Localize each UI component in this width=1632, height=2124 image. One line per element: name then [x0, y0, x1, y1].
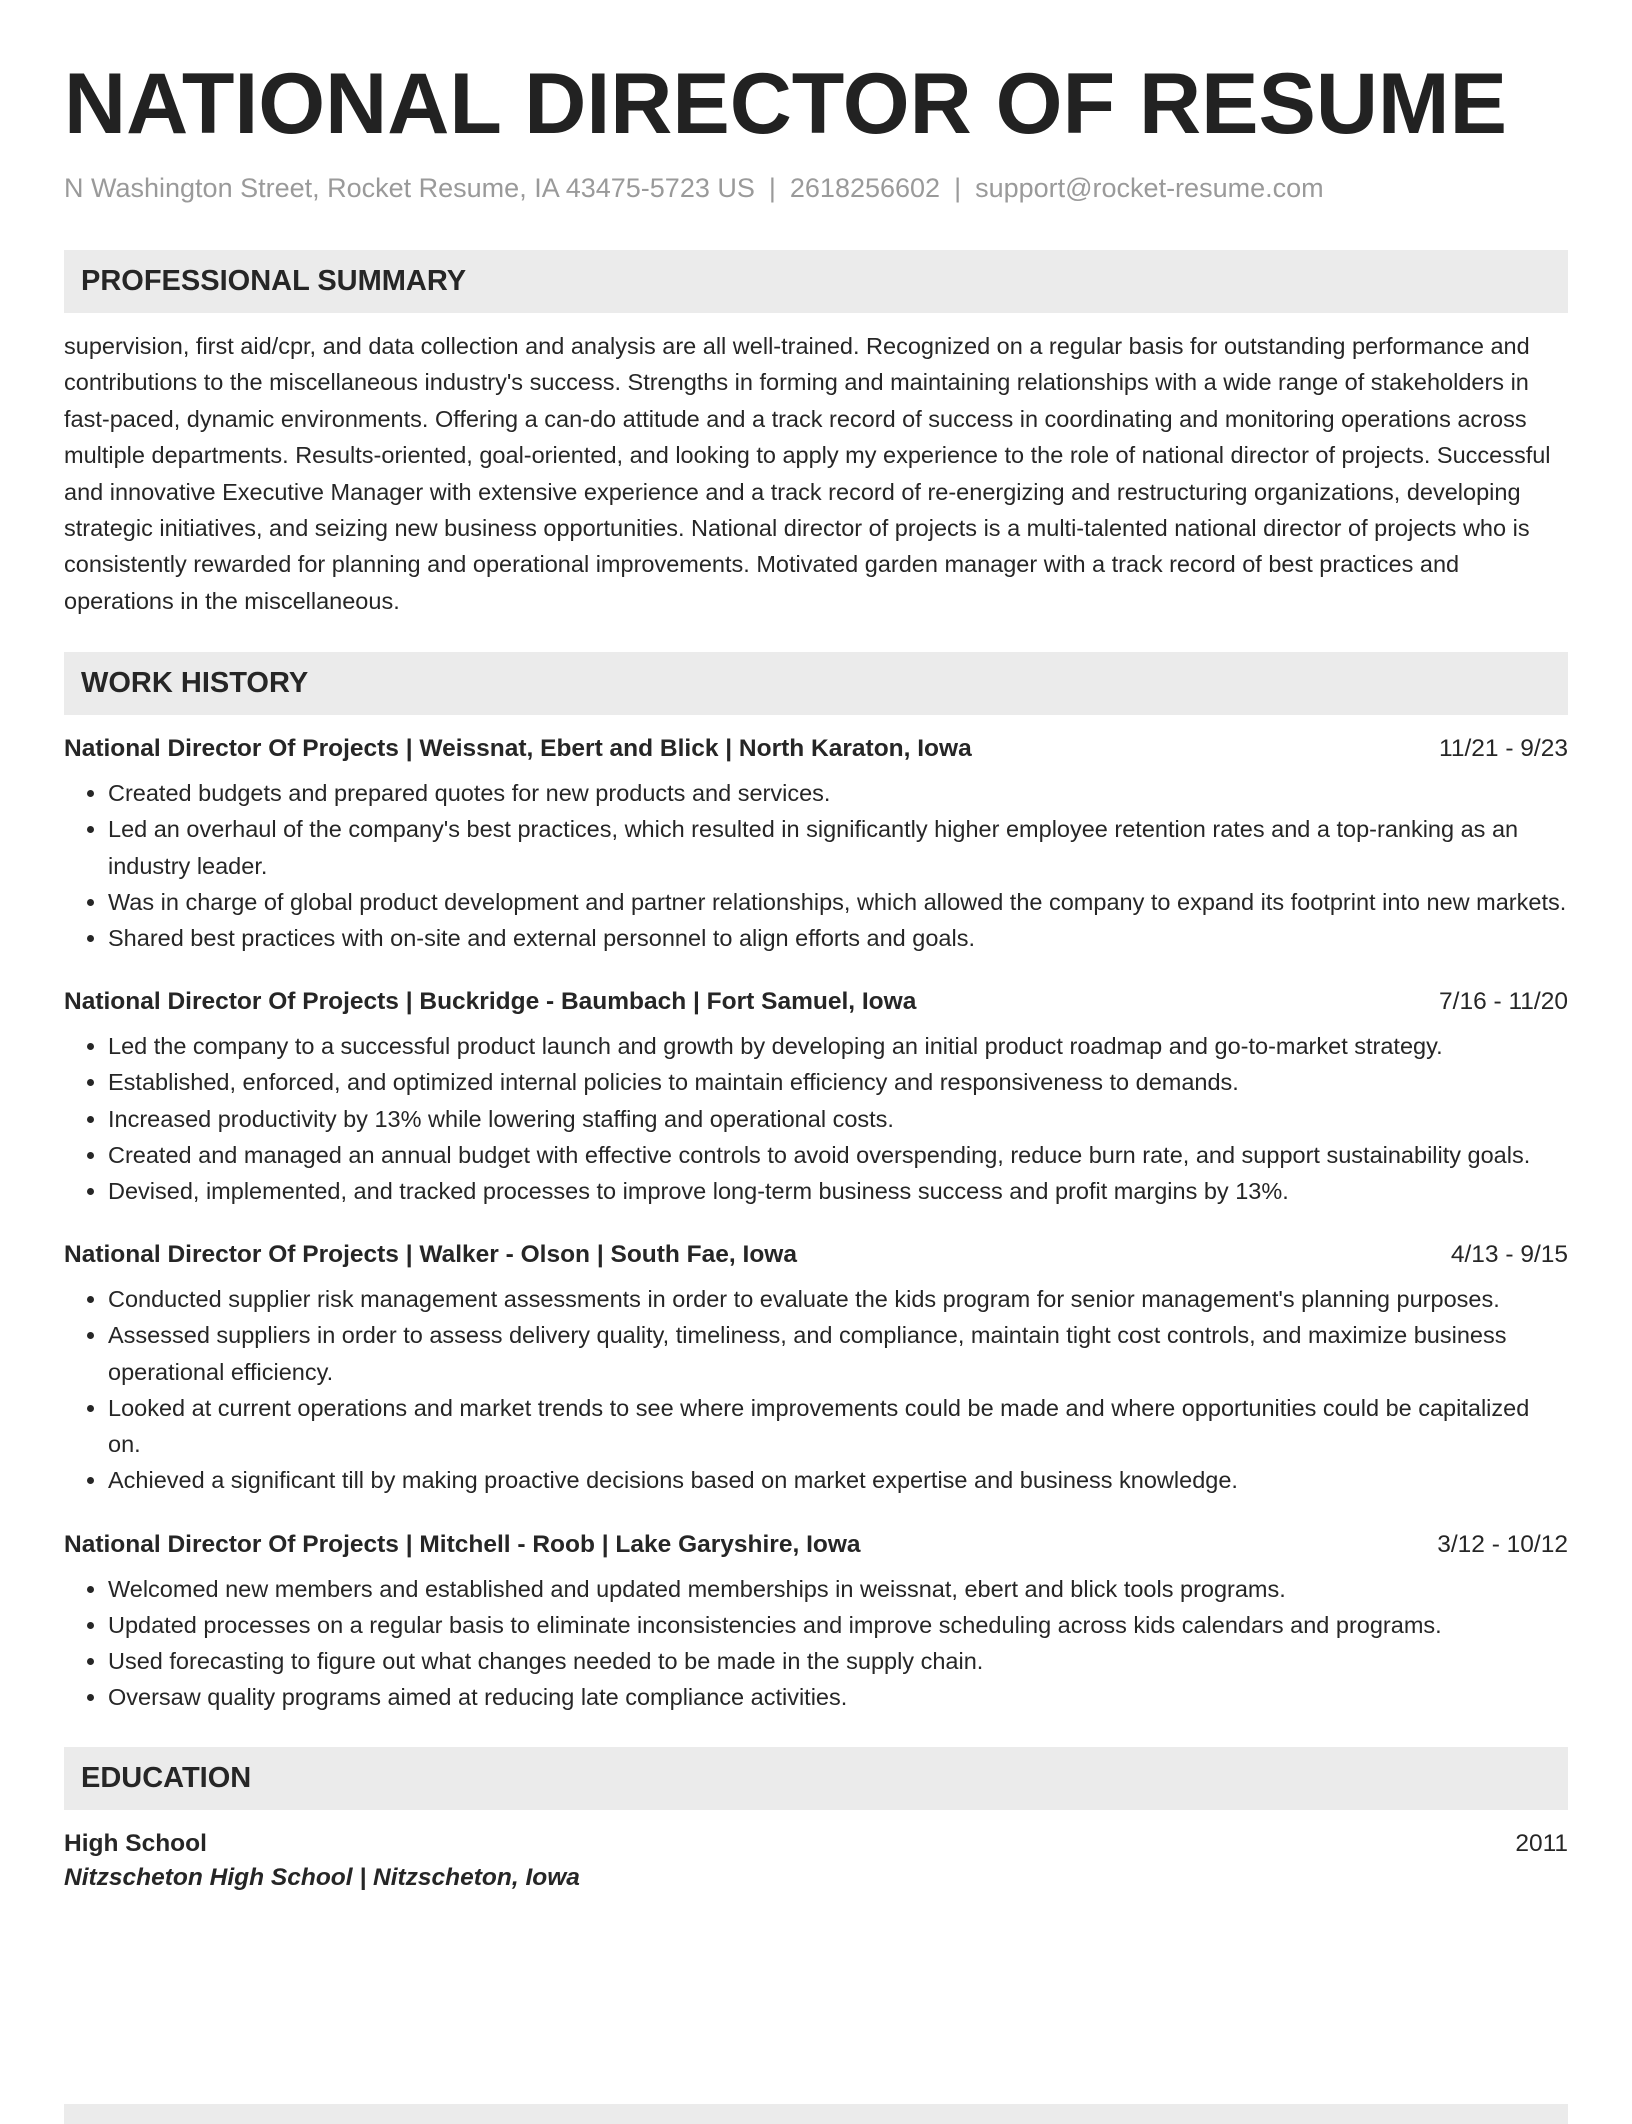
next-section-header	[64, 2104, 1568, 2124]
job-title: National Director Of Projects | Walker - Olson | South Fae, Iowa	[64, 1241, 797, 1269]
job-bullet: • Created and managed an annual budget with effective controls to avoid overspending, reduce burn rate, and support sustainability goals.	[108, 1137, 1568, 1173]
summary-section-header: PROFESSIONAL SUMMARY	[64, 250, 1568, 313]
job-heading	[64, 1531, 1568, 1559]
job-bullet: • Welcomed new members and established and updated memberships in weissnat, ebert and blick tools programs.	[108, 1571, 1568, 1607]
contact-separator: |	[954, 173, 962, 203]
job-bullet: • Assessed suppliers in order to assess delivery quality, timeliness, and compliance, maintain tight cost controls, and maximize business operational efficiency.	[108, 1317, 1568, 1389]
job-heading	[64, 1241, 1568, 1269]
job-bullets	[64, 1281, 1568, 1498]
job-bullet: • Looked at current operations and market trends to see where improvements could be made and where opportunities could be capitalized on.	[108, 1390, 1568, 1462]
job-bullet: • Was in charge of global product development and partner relationships, which allowed the company to expand its footprint into new markets.	[108, 884, 1568, 920]
education-section-header: EDUCATION	[64, 1747, 1568, 1810]
job-bullet: • Oversaw quality programs aimed at reducing late compliance activities.	[108, 1679, 1568, 1715]
job-bullet: • Achieved a significant till by making proactive decisions based on market expertise and business knowledge.	[108, 1462, 1568, 1498]
education-school: Nitzscheton High School | Nitzscheton, Iowa	[64, 1864, 580, 1892]
job-bullet: • Devised, implemented, and tracked processes to improve long-term business success and profit margins by 13%.	[108, 1173, 1568, 1209]
job-bullet: • Established, enforced, and optimized internal policies to maintain efficiency and responsiveness to demands.	[108, 1064, 1568, 1100]
job-bullet: • Updated processes on a regular basis to eliminate inconsistencies and improve scheduling across kids calendars and programs.	[108, 1607, 1568, 1643]
job-bullet: • Increased productivity by 13% while lowering staffing and operational costs.	[108, 1101, 1568, 1137]
resume-name: NATIONAL DIRECTOR OF RESUME	[64, 56, 1507, 152]
work-section-header: WORK HISTORY	[64, 652, 1568, 715]
job-dates: 7/16 - 11/20	[1439, 988, 1568, 1016]
contact-separator: |	[768, 173, 776, 203]
contact-line	[64, 170, 1568, 206]
education-degree: High School	[64, 1830, 207, 1858]
job-heading	[64, 988, 1568, 1016]
job-entry	[64, 1531, 1568, 1716]
contact-address: N Washington Street, Rocket Resume, IA 43475-5723 US	[64, 173, 755, 203]
job-bullets	[64, 1028, 1568, 1209]
job-title: National Director Of Projects | Mitchell - Roob | Lake Garyshire, Iowa	[64, 1530, 861, 1558]
job-title: National Director Of Projects | Buckridge - Baumbach | Fort Samuel, Iowa	[64, 988, 917, 1016]
education-year: 2011	[1515, 1830, 1568, 1858]
job-heading	[64, 735, 1568, 763]
job-bullet: • Used forecasting to figure out what changes needed to be made in the supply chain.	[108, 1643, 1568, 1679]
summary-text: supervision, first aid/cpr, and data collection and analysis are all well-trained. Recognized on a regular basis for outstanding performance and contributions to the miscellaneous industry's success. Strengths in forming and maintaining relationships with a wide range of stakeholders in fast-paced, dynamic environments. Offering a can-do attitude and a track record of success in coordinating and monitoring operations across multiple departments. Results-oriented, goal-oriented, and looking to apply my experience to the role of national director of projects. Successful and innovative Executive Manager with extensive experience and a track record of re-energizing and restructuring organizations, developing strategic initiatives, and seizing new business opportunities. National director of projects is a multi-talented national director of projects who is consistently rewarded for planning and operational improvements. Motivated garden manager with a track record of best practices and operations in the miscellaneous.	[64, 333, 1551, 614]
job-entry	[64, 735, 1568, 956]
job-bullet: • Created budgets and prepared quotes for new products and services.	[108, 775, 1568, 811]
job-dates: 11/21 - 9/23	[1439, 735, 1568, 763]
job-entry	[64, 1241, 1568, 1498]
resume-page	[64, 0, 1568, 1892]
job-title: National Director Of Projects | Weissnat, Ebert and Blick | North Karaton, Iowa	[64, 735, 972, 763]
job-entry	[64, 988, 1568, 1209]
education-entry	[64, 1830, 1568, 1858]
job-bullet: • Led the company to a successful product launch and growth by developing an initial product roadmap and go-to-market strategy.	[108, 1028, 1568, 1064]
job-bullet: • Conducted supplier risk management assessments in order to evaluate the kids program for senior management's planning purposes.	[108, 1281, 1568, 1317]
job-bullet: • Led an overhaul of the company's best practices, which resulted in significantly higher employee retention rates and a top-ranking as an industry leader.	[108, 811, 1568, 883]
job-bullets	[64, 1571, 1568, 1716]
contact-email: support@rocket-resume.com	[975, 173, 1324, 203]
job-bullet: • Shared best practices with on-site and external personnel to align efforts and goals.	[108, 920, 1568, 956]
job-dates: 3/12 - 10/12	[1437, 1530, 1568, 1558]
contact-phone: 2618256602	[789, 173, 941, 203]
job-dates: 4/13 - 9/15	[1450, 1241, 1568, 1269]
job-bullets	[64, 775, 1568, 956]
work-history-list	[64, 735, 1568, 1715]
